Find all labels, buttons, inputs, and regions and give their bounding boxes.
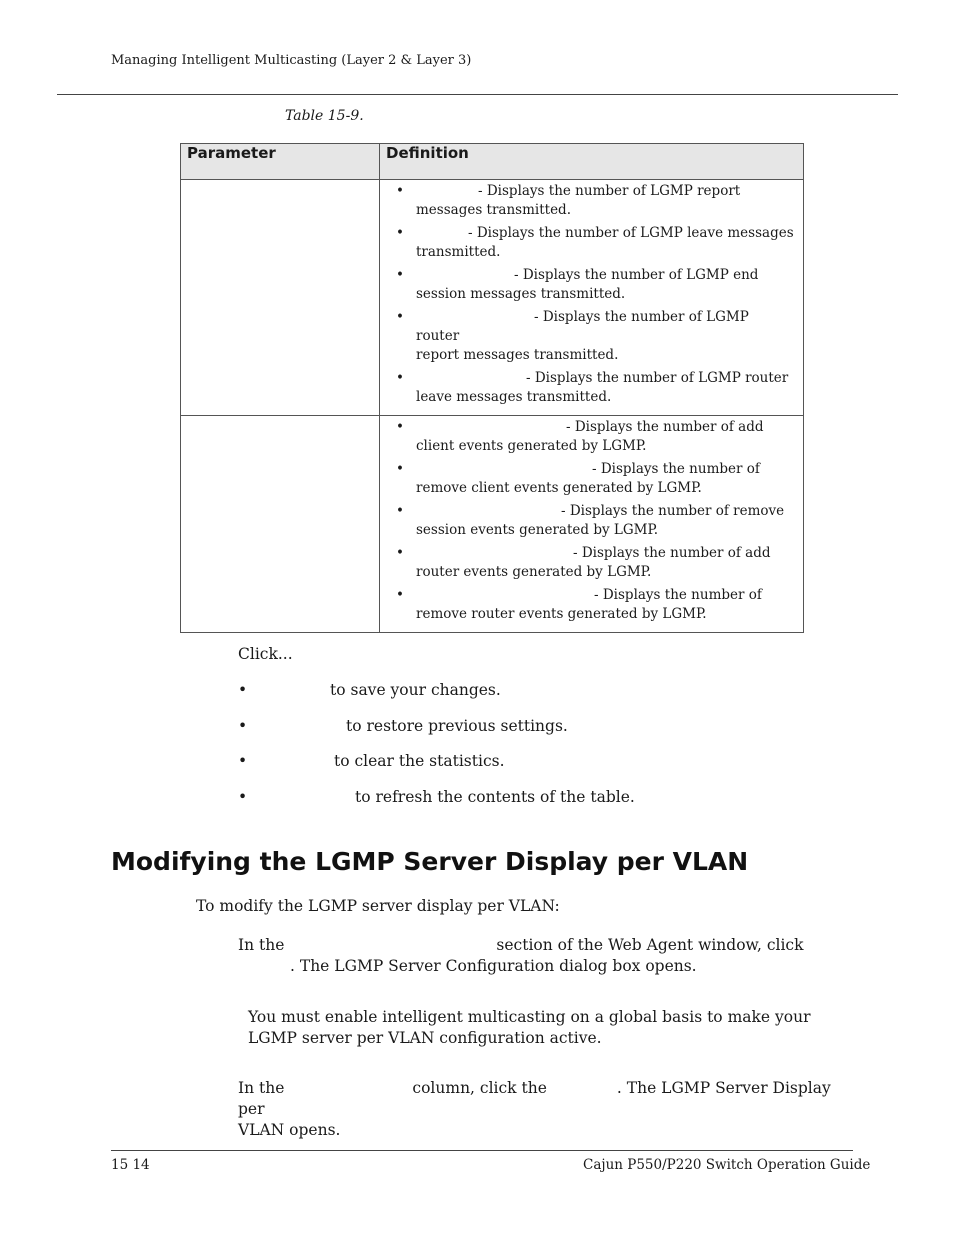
click-intro: Click... <box>238 645 293 663</box>
parameter-cell <box>181 180 380 416</box>
header-rule <box>57 94 898 95</box>
list-item: • - Displays the number of remove router events generated by LGMP. <box>396 586 795 624</box>
book-title: Cajun P550/P220 Switch Operation Guide <box>583 1157 871 1173</box>
list-item: • - Displays the number of LGMP report messages transmitted. <box>396 182 795 220</box>
running-header: Managing Intelligent Multicasting (Layer 2 & Layer 3) <box>111 53 472 68</box>
step-1: In the section of the Web Agent window, click . The LGMP Server Configuration dialog box opens. <box>238 936 804 975</box>
step-2: In the column, click the . The LGMP Server Display per VLAN opens. <box>238 1079 831 1139</box>
table-row <box>181 416 804 633</box>
list-item: • - Displays the number of LGMP leave messages transmitted. <box>396 224 795 262</box>
table-header-row <box>181 144 804 180</box>
footer-rule <box>111 1150 853 1151</box>
table-row <box>181 180 804 416</box>
list-item: • - Displays the number of LGMP router report messages transmitted. <box>396 308 795 365</box>
section-heading: Modifying the LGMP Server Display per VLAN <box>111 847 749 876</box>
list-item: • - Displays the number of remove session events generated by LGMP. <box>396 502 795 540</box>
list-item: • - Displays the number of add router events generated by LGMP. <box>396 544 795 582</box>
bullet-icon: • <box>238 716 248 735</box>
column-header-definition: Definition <box>380 144 804 180</box>
bullet-icon: • <box>238 752 248 770</box>
parameter-table <box>180 143 804 633</box>
bullet-icon: • <box>238 787 248 806</box>
bullet-icon: • <box>238 681 248 699</box>
list-item: • - Displays the number of LGMP end session messages transmitted. <box>396 266 795 304</box>
list-item: • - Displays the number of remove client events generated by LGMP. <box>396 460 795 498</box>
definition-cell <box>380 180 804 416</box>
lead-paragraph: To modify the LGMP server display per VLAN: <box>196 897 560 915</box>
parameter-cell <box>181 416 380 633</box>
list-item: • - Displays the number of add client events generated by LGMP. <box>396 418 795 456</box>
table-caption: Table 15-9. <box>285 108 364 124</box>
list-item: • - Displays the number of LGMP router leave messages transmitted. <box>396 369 795 407</box>
page-number: 15 14 <box>111 1157 150 1173</box>
note-text: You must enable intelligent multicasting on a global basis to make your LGMP server per VLAN configuration active. <box>248 1008 811 1047</box>
column-header-parameter: Parameter <box>181 144 380 180</box>
definition-cell <box>380 416 804 633</box>
